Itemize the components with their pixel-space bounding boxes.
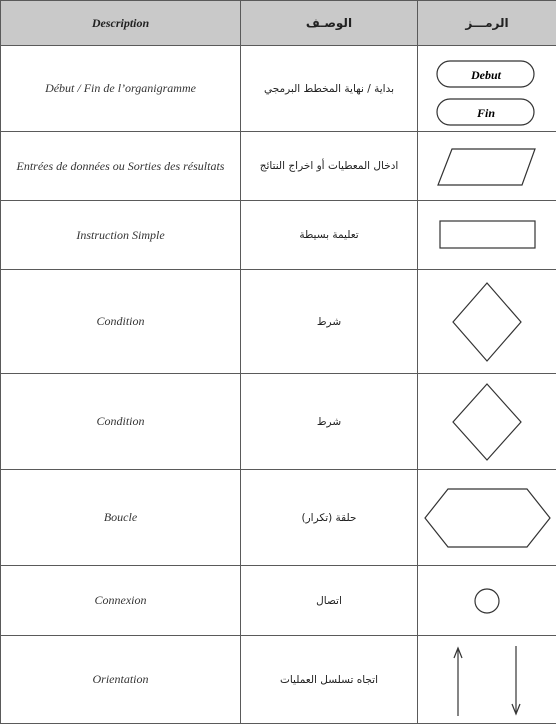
table-row <box>1 636 556 724</box>
table-row <box>1 46 556 132</box>
rectangle-icon <box>418 210 556 260</box>
header-ramz: الرمـــز <box>418 1 556 46</box>
arabic-description-cell: اتصال <box>241 566 418 636</box>
header-description: Description <box>1 1 241 46</box>
table-row <box>1 374 556 470</box>
symbol-cell <box>418 566 556 636</box>
symbol-cell <box>418 201 556 270</box>
table-row <box>1 132 556 201</box>
arabic-description-cell: شرط <box>241 374 418 470</box>
symbol-cell <box>418 374 556 470</box>
arabic-description-cell: ادخال المعطيات أو اخراج النتائج <box>241 132 418 201</box>
arabic-description-cell: اتجاه تسلسل العمليات <box>241 636 418 724</box>
hexagon-icon <box>418 483 556 553</box>
table-row <box>1 201 556 270</box>
description-cell: Condition <box>1 270 241 374</box>
arrows-icon <box>418 640 556 720</box>
table-row <box>1 270 556 374</box>
description-cell: Instruction Simple <box>1 201 241 270</box>
diamond-icon <box>418 380 556 464</box>
fin-label: Fin <box>476 106 496 120</box>
symbol-cell <box>418 46 556 132</box>
description-cell: Début / Fin de l’organigramme <box>1 46 241 132</box>
description-cell: Boucle <box>1 470 241 566</box>
arabic-description-cell: حلقة (تكرار) <box>241 470 418 566</box>
description-cell: Connexion <box>1 566 241 636</box>
symbol-cell <box>418 270 556 374</box>
symbol-cell <box>418 470 556 566</box>
arabic-description-cell: تعليمة بسيطة <box>241 201 418 270</box>
parallelogram-icon <box>418 136 556 196</box>
table-row <box>1 470 556 566</box>
terminal-symbol-icon <box>418 46 556 131</box>
arabic-description-cell: بداية / نهاية المخطط البرمجي <box>241 46 418 132</box>
header-row <box>1 1 556 46</box>
description-cell: Orientation <box>1 636 241 724</box>
table-row <box>1 566 556 636</box>
description-cell: Condition <box>1 374 241 470</box>
header-wasf: الوصـف <box>241 1 418 46</box>
symbol-cell <box>418 636 556 724</box>
debut-label: Debut <box>471 68 501 82</box>
circle-icon <box>418 581 556 621</box>
symbol-cell <box>418 132 556 201</box>
diamond-icon <box>418 277 556 367</box>
description-cell: Entrées de données ou Sorties des résultats <box>1 132 241 201</box>
arabic-description-cell: شرط <box>241 270 418 374</box>
